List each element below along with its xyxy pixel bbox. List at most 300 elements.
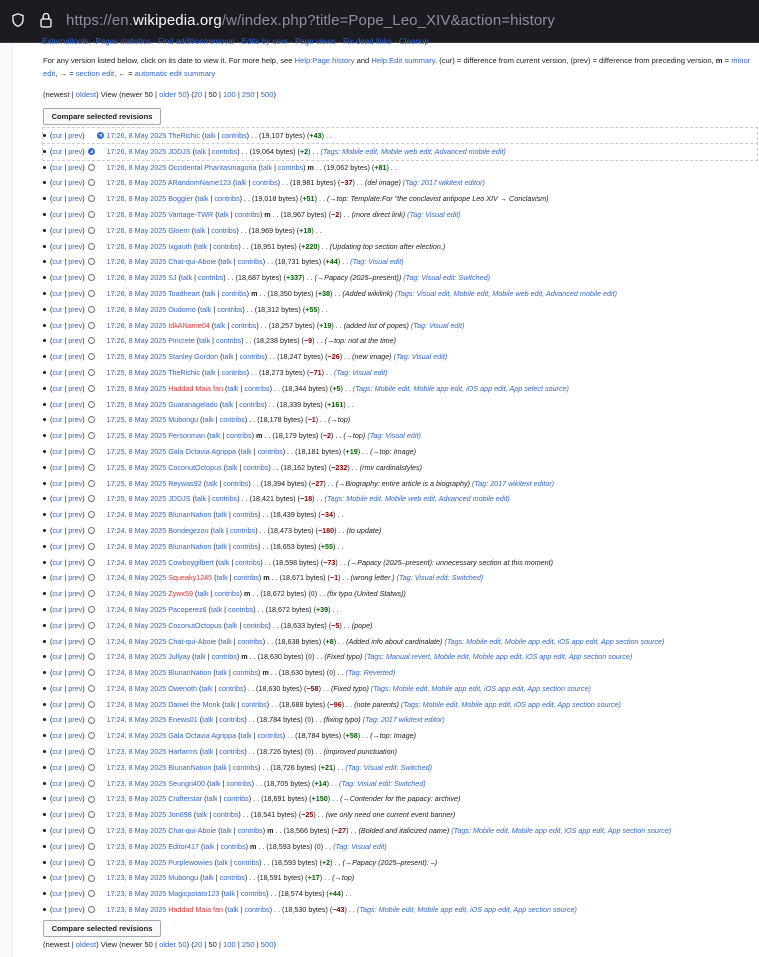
user-talk-link[interactable]: talk [223,889,235,899]
prev-link[interactable]: prev [68,178,83,188]
cur-link[interactable]: cur [52,510,63,520]
oldest-link[interactable]: oldest [75,90,97,99]
user-contribs-link[interactable]: contribs [226,431,252,441]
radio-oldid[interactable] [88,243,95,250]
user-contribs-link[interactable]: contribs [198,273,224,283]
prev-link[interactable]: prev [68,194,83,204]
radio-oldid[interactable] [88,258,95,265]
prev-link[interactable]: prev [68,131,83,140]
radio-oldid[interactable] [88,290,95,297]
radio-oldid[interactable] [88,322,95,329]
cur-link[interactable]: cur [52,683,63,693]
user-contribs-link[interactable]: contribs [211,652,237,662]
revision-date-link[interactable]: 17:25, 8 May 2025 [106,399,167,409]
user-contribs-link[interactable]: contribs [237,257,263,267]
edit-tags[interactable]: (Tags: Visual edit, Mobile edit, Mobile web edit, Advanced mobile edit) [394,288,618,298]
radio-oldid[interactable] [88,574,95,581]
radio-oldid[interactable] [88,748,95,755]
user-contribs-link[interactable]: contribs [211,225,237,235]
section-edit-link[interactable]: section edit [75,69,115,78]
prev-link[interactable]: prev [68,510,83,520]
user-talk-link[interactable]: talk [202,747,214,757]
cur-link[interactable]: cur [52,146,63,156]
radio-oldid[interactable] [88,764,95,771]
limit-500-link[interactable]: 500 [260,940,274,949]
user-link[interactable]: IdkAName04 [168,320,210,330]
user-link[interactable]: Personman [168,431,205,441]
revision-date-link[interactable]: 17:26, 8 May 2025 [106,131,167,140]
revision-date-link[interactable]: 17:25, 8 May 2025 [106,446,167,456]
edit-tags[interactable]: (Tags: Mobile edit, Mobile app edit, iOS app edit, App select source) [352,383,569,393]
revision-date-link[interactable]: 17:24, 8 May 2025 [106,636,167,646]
user-contribs-link[interactable]: contribs [239,352,265,362]
radio-oldid[interactable] [88,653,95,660]
user-talk-link[interactable]: talk [196,810,208,820]
user-contribs-link[interactable]: contribs [226,778,252,788]
prev-link[interactable]: prev [68,636,83,646]
cur-link[interactable]: cur [52,367,63,377]
user-link[interactable]: Ixgauth [168,241,192,251]
revision-date-link[interactable]: 17:26, 8 May 2025 [106,288,167,298]
revision-date-link[interactable]: 17:26, 8 May 2025 [106,241,167,251]
radio-oldid[interactable] [88,590,95,597]
cur-link[interactable]: cur [52,810,63,820]
radio-diff[interactable] [97,132,104,139]
prev-link[interactable]: prev [68,494,83,504]
user-talk-link[interactable]: talk [215,510,227,520]
user-link[interactable]: Daniel the Monk [168,699,221,709]
edit-tags[interactable]: (Tag: Visual edit) [334,367,388,377]
prev-link[interactable]: prev [68,304,83,314]
edit-tags[interactable]: (Tag: 2017 wikitext editor) [471,478,554,488]
user-contribs-link[interactable]: contribs [214,194,240,204]
user-contribs-link[interactable]: contribs [219,715,245,725]
user-contribs-link[interactable]: contribs [240,889,266,899]
prev-link[interactable]: prev [68,146,83,156]
prev-link[interactable]: prev [68,731,83,741]
revision-date-link[interactable]: 17:24, 8 May 2025 [106,510,167,520]
edit-tags[interactable]: (Tag: Reverted) [345,668,396,678]
user-link[interactable]: BlunanNation [168,541,212,551]
prev-link[interactable]: prev [68,399,83,409]
prev-link[interactable]: prev [68,557,83,567]
user-link[interactable]: TheRichic [168,367,201,377]
compare-selected-button-bottom[interactable]: Compare selected revisions [43,920,161,937]
user-contribs-link[interactable]: contribs [232,762,258,772]
prev-link[interactable]: prev [68,162,83,172]
user-talk-link[interactable]: talk [227,383,239,393]
user-contribs-link[interactable]: contribs [220,841,246,851]
user-contribs-link[interactable]: contribs [233,573,259,583]
user-link[interactable]: BlunanNation [168,510,212,520]
user-talk-link[interactable]: talk [202,715,214,725]
prev-link[interactable]: prev [68,794,83,804]
user-link[interactable]: Chat-qui-Aboie [168,636,217,646]
user-talk-link[interactable]: talk [203,841,215,851]
user-talk-link[interactable]: talk [216,857,229,867]
revision-date-link[interactable]: 17:26, 8 May 2025 [106,225,167,235]
user-contribs-link[interactable]: contribs [214,589,240,599]
revision-date-link[interactable]: 17:24, 8 May 2025 [106,557,167,567]
revision-date-link[interactable]: 17:26, 8 May 2025 [106,336,167,346]
user-link[interactable]: Gloern [168,225,190,235]
radio-oldid[interactable] [88,227,95,234]
user-contribs-link[interactable]: contribs [212,494,238,504]
prev-link[interactable]: prev [68,857,83,867]
edit-tags[interactable]: (Tag: Visual edit: Switched) [338,778,426,788]
user-link[interactable]: Harfarms [168,747,198,757]
edit-tags[interactable]: (Tag: Visual edit) [407,209,461,219]
user-link[interactable]: Crafterstar [168,794,203,804]
revision-date-link[interactable]: 17:26, 8 May 2025 [106,320,167,330]
cur-link[interactable]: cur [52,446,63,456]
cur-link[interactable]: cur [52,747,63,757]
user-link[interactable]: ARandomName123 [167,178,231,188]
cur-link[interactable]: cur [52,826,63,836]
radio-oldid[interactable] [88,369,95,376]
user-talk-link[interactable]: talk [204,288,216,298]
edit-tags[interactable]: (Tag: Visual edit: Switched) [403,273,490,283]
cur-link[interactable]: cur [52,336,63,346]
radio-oldid[interactable] [88,732,95,739]
revision-date-link[interactable]: 17:26, 8 May 2025 [106,209,167,219]
revision-date-link[interactable]: 17:23, 8 May 2025 [106,747,167,757]
user-link[interactable]: Mubongu [168,873,199,883]
radio-oldid[interactable] [88,274,95,281]
user-talk-link[interactable]: talk [220,636,232,646]
user-talk-link[interactable]: talk [212,525,225,535]
user-link[interactable]: SJ [168,273,177,283]
cur-link[interactable]: cur [52,715,63,725]
user-talk-link[interactable]: talk [227,905,239,915]
cur-link[interactable]: cur [52,399,63,409]
user-talk-link[interactable]: talk [220,826,232,836]
older-50-link[interactable]: older 50 [159,90,187,99]
user-link[interactable]: CoconutOctopus [168,620,222,630]
cur-link[interactable]: cur [52,462,63,472]
user-link[interactable]: Reywas92 [168,478,202,488]
user-talk-link[interactable]: talk [220,257,232,267]
radio-oldid[interactable] [88,337,95,344]
user-talk-link[interactable]: talk [206,478,218,488]
user-link[interactable]: TheRichic [168,131,201,140]
limit-100-link[interactable]: 100 [223,940,236,949]
user-contribs-link[interactable]: contribs [243,462,269,472]
user-link[interactable]: Squeaky1245 [168,573,213,583]
user-link[interactable]: Magicpotato123 [168,889,220,899]
cur-link[interactable]: cur [52,178,63,188]
revision-date-link[interactable]: 17:26, 8 May 2025 [106,178,167,188]
user-talk-link[interactable]: talk [209,431,221,441]
radio-oldid[interactable] [88,195,95,202]
revision-date-link[interactable]: 17:26, 8 May 2025 [106,162,167,172]
user-link[interactable]: Oudomo [168,304,196,314]
radio-oldid[interactable] [88,164,95,171]
cur-link[interactable]: cur [52,225,63,235]
revision-date-link[interactable]: 17:24, 8 May 2025 [106,731,167,741]
user-contribs-link[interactable]: contribs [234,209,260,219]
user-link[interactable]: Haddad Maia fan [168,383,223,393]
prev-link[interactable]: prev [68,336,83,346]
cur-link[interactable]: cur [52,194,63,204]
user-link[interactable]: Jullyay [168,652,191,662]
radio-oldid[interactable] [88,559,95,566]
radio-oldid[interactable] [88,780,95,787]
user-contribs-link[interactable]: contribs [234,857,260,867]
cur-link[interactable]: cur [52,889,63,899]
revision-date-link[interactable]: 17:23, 8 May 2025 [106,794,167,804]
user-link[interactable]: JDDJS [168,494,191,504]
user-talk-link[interactable]: talk [180,273,193,283]
user-talk-link[interactable]: talk [196,241,208,251]
edit-tags[interactable]: (Tag: 2017 wikitext editor) [362,715,445,725]
user-link[interactable]: Toadheart [168,288,201,298]
radio-oldid[interactable] [88,717,95,724]
revision-date-link[interactable]: 17:24, 8 May 2025 [106,652,167,662]
cur-link[interactable]: cur [52,352,63,362]
user-talk-link[interactable]: talk [194,652,206,662]
compare-selected-button[interactable]: Compare selected revisions [43,108,161,125]
prev-link[interactable]: prev [68,778,83,788]
revision-date-link[interactable]: 17:23, 8 May 2025 [106,826,167,836]
prev-link[interactable]: prev [68,383,83,393]
cur-link[interactable]: cur [52,162,63,172]
user-contribs-link[interactable]: contribs [239,399,265,409]
user-talk-link[interactable]: talk [210,604,223,614]
prev-link[interactable]: prev [68,873,83,883]
radio-oldid[interactable] [88,685,95,692]
lock-icon[interactable] [40,12,52,28]
prev-link[interactable]: prev [68,288,83,298]
cur-link[interactable]: cur [52,699,63,709]
cur-link[interactable]: cur [52,731,63,741]
prev-link[interactable]: prev [68,541,83,551]
user-link[interactable]: Cowboygilbert [168,557,214,567]
user-talk-link[interactable]: talk [218,557,230,567]
revision-date-link[interactable]: 17:25, 8 May 2025 [106,431,167,441]
prev-link[interactable]: prev [68,209,83,219]
cur-link[interactable]: cur [52,431,63,441]
edit-tags[interactable]: (Tags: Mobile edit, Mobile app edit, iOS app edit, App section source) [356,905,577,915]
radio-oldid[interactable] [88,890,95,897]
cur-link[interactable]: cur [52,478,63,488]
user-talk-link[interactable]: talk [226,462,238,472]
user-talk-link[interactable]: talk [194,225,206,235]
user-talk-link[interactable]: talk [197,589,209,599]
radio-oldid[interactable] [88,796,95,803]
user-talk-link[interactable]: talk [214,320,226,330]
prev-link[interactable]: prev [68,462,83,472]
revision-date-link[interactable]: 17:24, 8 May 2025 [106,604,167,614]
prev-link[interactable]: prev [68,699,83,709]
user-contribs-link[interactable]: contribs [277,162,304,172]
radio-oldid[interactable] [88,906,95,913]
user-contribs-link[interactable]: contribs [231,320,257,330]
user-link[interactable]: Enews01 [168,715,198,725]
cur-link[interactable]: cur [52,873,63,883]
revision-date-link[interactable]: 17:25, 8 May 2025 [106,383,167,393]
edit-tags[interactable]: (Tags: Mobile edit, Mobile web edit, Advanced mobile edit) [320,146,506,156]
cur-link[interactable]: cur [52,604,63,614]
edit-tags[interactable]: (Tags: Mobile edit, Mobile app edit, iOS app edit, App section source) [444,636,665,646]
user-talk-link[interactable]: talk [206,794,218,804]
help-page-history-link[interactable]: Help:Page history [294,56,355,65]
user-talk-link[interactable]: talk [197,194,209,204]
user-link[interactable]: BlunanNation [168,668,212,678]
user-contribs-link[interactable]: contribs [232,510,258,520]
revision-date-link[interactable]: 17:26, 8 May 2025 [106,273,167,283]
user-link[interactable]: Stanley Gordon [168,352,219,362]
revision-date-link[interactable]: 17:26, 8 May 2025 [106,194,167,204]
user-talk-link[interactable]: talk [215,668,227,678]
radio-oldid[interactable] [88,495,95,502]
prev-link[interactable]: prev [68,810,83,820]
user-talk-link[interactable]: talk [240,446,252,456]
user-link[interactable]: Guaranagelado [168,399,218,409]
edit-tags[interactable]: (Tag: Visual edit) [333,841,387,851]
limit-20-link[interactable]: 20 [193,90,203,99]
user-contribs-link[interactable]: contribs [221,131,247,140]
user-link[interactable]: Boggier [168,194,193,204]
radio-oldid[interactable] [88,859,95,866]
user-link[interactable]: Mubongu [168,415,199,425]
user-contribs-link[interactable]: contribs [257,731,283,741]
user-talk-link[interactable]: talk [215,541,227,551]
revision-date-link[interactable]: 17:24, 8 May 2025 [106,668,167,678]
prev-link[interactable]: prev [68,446,83,456]
revision-date-link[interactable]: 17:23, 8 May 2025 [106,841,167,851]
user-contribs-link[interactable]: contribs [228,604,254,614]
prev-link[interactable]: prev [68,652,83,662]
edit-tags[interactable]: (Tag: Visual edit) [367,431,421,441]
user-contribs-link[interactable]: contribs [221,367,247,377]
revision-date-link[interactable]: 17:25, 8 May 2025 [106,462,167,472]
radio-oldid[interactable] [88,606,95,613]
user-link[interactable]: Chat-qui-Aboie [168,826,217,836]
user-link[interactable]: Owenoth [168,683,197,693]
user-link[interactable]: Zywx59 [168,589,193,599]
prev-link[interactable]: prev [68,573,83,583]
user-link[interactable]: CoconutOctopus [168,462,222,472]
radio-oldid[interactable] [88,543,95,550]
radio-oldid[interactable] [88,638,95,645]
revision-date-link[interactable]: 17:23, 8 May 2025 [106,810,167,820]
user-talk-link[interactable]: talk [215,762,227,772]
radio-oldid[interactable] [88,306,95,313]
prev-link[interactable]: prev [68,889,83,899]
prev-link[interactable]: prev [68,478,83,488]
cur-link[interactable]: cur [52,209,63,219]
user-talk-link[interactable]: talk [235,178,247,188]
user-contribs-link[interactable]: contribs [235,557,261,567]
external-tools-line[interactable]: Externaltools: ·Pages statistics · Find addition/removal · Edits by user · Page views · Fix dead links · Cleanup [42,37,429,46]
user-link[interactable]: Seungri400 [168,778,205,788]
edit-tags[interactable]: (Tags: Manual revert, Mobile edit, Mobile app edit, iOS app edit, App section source) [364,652,633,662]
radio-oldid[interactable] [88,416,95,423]
revision-date-link[interactable]: 17:24, 8 May 2025 [106,573,167,583]
user-talk-link[interactable]: talk [194,494,207,504]
radio-oldid[interactable] [88,843,95,850]
user-contribs-link[interactable]: contribs [257,446,283,456]
cur-link[interactable]: cur [52,794,63,804]
edit-tags[interactable]: (Tags: Mobile edit, Mobile app edit, iOS app edit, App section source) [370,683,591,693]
prev-link[interactable]: prev [68,620,83,630]
cur-link[interactable]: cur [52,841,63,851]
prev-link[interactable]: prev [68,525,83,535]
user-talk-link[interactable]: talk [202,873,214,883]
prev-link[interactable]: prev [68,225,83,235]
automatic-edit-summary-link[interactable]: automatic edit summary [134,69,216,78]
revision-date-link[interactable]: 17:24, 8 May 2025 [106,525,167,535]
older-50-link[interactable]: older 50 [159,940,187,949]
cur-link[interactable]: cur [52,288,63,298]
user-talk-link[interactable]: talk [202,415,214,425]
radio-oldid[interactable] [88,401,95,408]
prev-link[interactable]: prev [68,320,83,330]
prev-link[interactable]: prev [68,431,83,441]
user-contribs-link[interactable]: contribs [237,826,263,836]
cur-link[interactable]: cur [52,273,63,283]
user-contribs-link[interactable]: contribs [219,747,245,757]
user-talk-link[interactable]: talk [240,731,252,741]
cur-link[interactable]: cur [52,762,63,772]
user-contribs-link[interactable]: contribs [252,178,278,188]
revision-date-link[interactable]: 17:25, 8 May 2025 [106,478,167,488]
radio-oldid[interactable] [88,148,95,155]
prev-link[interactable]: prev [68,367,83,377]
user-link[interactable]: Jon698 [168,810,192,820]
edit-tags[interactable]: (Tag: Visual edit: Switched) [396,573,484,583]
revision-date-link[interactable]: 17:23, 8 May 2025 [106,762,167,772]
edit-tags[interactable]: (Tag: Visual edit) [350,257,404,267]
prev-link[interactable]: prev [68,747,83,757]
user-contribs-link[interactable]: contribs [218,683,244,693]
revision-date-link[interactable]: 17:24, 8 May 2025 [106,683,167,693]
user-talk-link[interactable]: talk [226,620,238,630]
user-contribs-link[interactable]: contribs [217,304,243,314]
revision-date-link[interactable]: 17:26, 8 May 2025 [106,257,167,267]
cur-link[interactable]: cur [52,778,63,788]
prev-link[interactable]: prev [68,352,83,362]
revision-date-link[interactable]: 17:24, 8 May 2025 [106,699,167,709]
limit-100-link[interactable]: 100 [223,90,236,99]
user-talk-link[interactable]: talk [204,131,216,140]
cur-link[interactable]: cur [52,557,63,567]
user-link[interactable]: JDDJS [168,146,191,156]
user-contribs-link[interactable]: contribs [232,541,258,551]
radio-oldid[interactable] [88,448,95,455]
user-contribs-link[interactable]: contribs [221,288,247,298]
revision-date-link[interactable]: 17:24, 8 May 2025 [106,715,167,725]
user-talk-link[interactable]: talk [201,683,213,693]
prev-link[interactable]: prev [68,762,83,772]
user-talk-link[interactable]: talk [198,336,211,346]
edit-tags[interactable]: (Tag: 2017 wikitext editor) [402,178,485,188]
radio-oldid[interactable] [88,211,95,218]
user-contribs-link[interactable]: contribs [241,699,267,709]
limit-250-link[interactable]: 250 [241,90,255,99]
user-contribs-link[interactable]: contribs [232,668,258,678]
radio-oldid[interactable] [88,669,95,676]
prev-link[interactable]: prev [68,826,83,836]
cur-link[interactable]: cur [52,589,63,599]
radio-oldid[interactable] [88,827,95,834]
revision-date-link[interactable]: 17:25, 8 May 2025 [106,415,167,425]
user-contribs-link[interactable]: contribs [244,905,270,915]
radio-oldid[interactable] [88,622,95,629]
prev-link[interactable]: prev [68,715,83,725]
user-talk-link[interactable]: talk [209,778,221,788]
